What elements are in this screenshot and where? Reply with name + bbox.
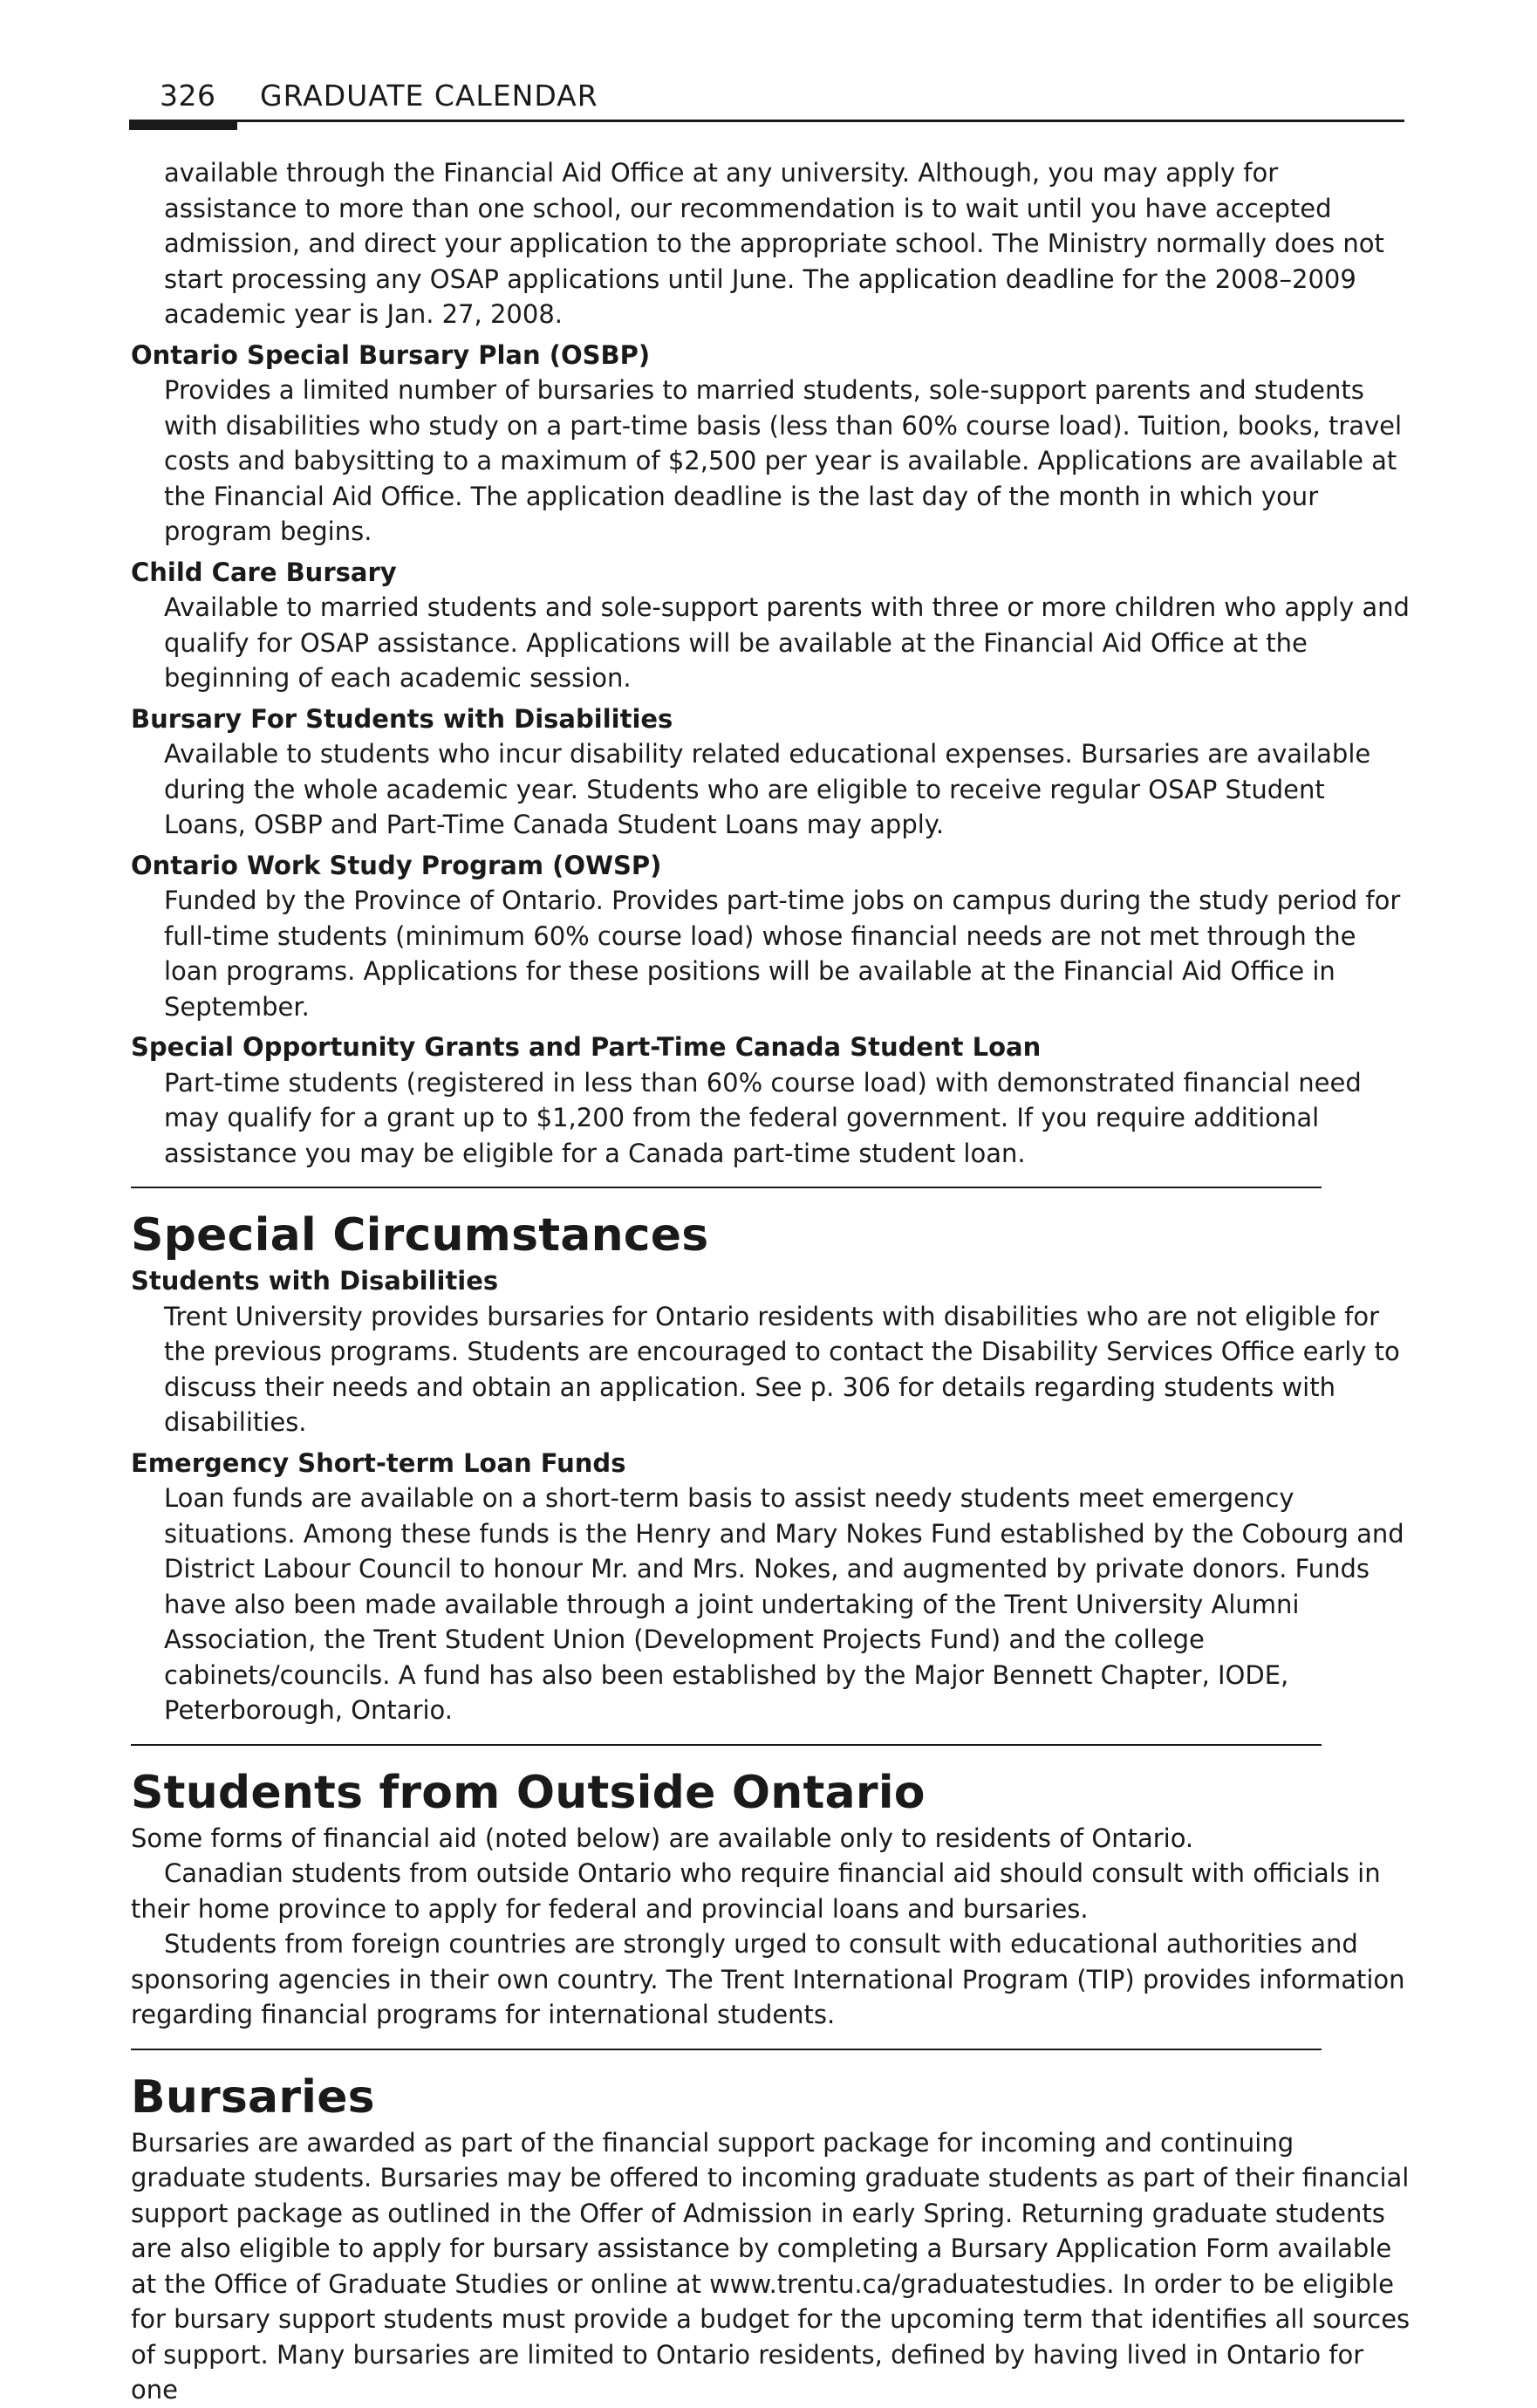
paragraph-outside-ontario-3: Students from foreign countries are strongly urged to consult with educational authorities and sponsoring agencies in their own country. The Trent International Program (TIP) provides information regarding financial programs for international students.	[131, 1929, 1405, 2029]
paragraph-bursaries: Bursaries are awarded as part of the financial support package for incoming and continuing graduate students. Bursaries may be offered to incoming graduate students as part of their financial support package as outlined in the Offer of Admission in early Spring. Returning graduate students are also eligible to apply for bursary assistance by completing a Bursary Application Form available at the Office of Graduate Studies or online at www.trentu.ca/graduatestudies. In order to be eligible for bursary support students must provide a budget for the upcoming term that identifies all sources of support. Many bursaries are limited to Ontario residents, defined by having lived in Ontario for one	[131, 2127, 1411, 2405]
subheading-disabilities-bursary: Bursary For Students with Disabilities	[131, 703, 673, 734]
subheading-students-with-disabilities: Students with Disabilities	[131, 1266, 499, 1296]
subheading-owsp: Ontario Work Study Program (OWSP)	[131, 850, 662, 880]
heading-special-circumstances: Special Circumstances	[131, 1209, 709, 1262]
paragraph-outside-ontario-2: Canadian students from outside Ontario who require financial aid should consult with officials in their home province to apply for federal and provincial loans and bursaries.	[131, 1858, 1381, 1924]
paragraph-emergency-loan-funds: Loan funds are available on a short-term basis to assist needy students meet emergency situations. Among these funds is the Henry and Mary Nokes Fund established by the Cobourg and District Labour Council to honour Mr. and Mrs. Nokes, and augmented by private donors. Funds have also been made available through a joint undertaking of the Trent University Alumni Association, the Trent Student Union (Development Projects Fund) and the college cabinets/councils. A fund has also been established by the Major Bennett Chapter, IODE, Peterborough, Ontario.	[164, 1483, 1404, 1725]
subheading-special-opportunity: Special Opportunity Grants and Part-Time Canada Student Loan	[131, 1032, 1042, 1062]
section-divider	[131, 1187, 1322, 1188]
subheading-child-care-bursary: Child Care Bursary	[131, 557, 397, 587]
intro-paragraph: available through the Financial Aid Office at any university. Although, you may apply for assistance to more than one school, our recommendation is to wait until you have accepted admission, and direct your application to the appropriate school. The Ministry normally does not start processing any OSAP applications until June. The application deadline for the 2008–2009 academic year is Jan. 27, 2008.	[164, 158, 1384, 329]
header-rule	[129, 120, 1404, 122]
subheading-emergency-loan-funds: Emergency Short-term Loan Funds	[131, 1447, 626, 1478]
paragraph-outside-ontario-1: Some forms of financial aid (noted below) are available only to residents of Ontario.	[131, 1823, 1194, 1853]
paragraph-owsp: Funded by the Province of Ontario. Provides part-time jobs on campus during the study period for full-time students (minimum 60% course load) whose financial needs are not met through the loan programs. Applications for these positions will be available at the Financial Aid Office in September.	[164, 886, 1401, 1022]
heading-outside-ontario: Students from Outside Ontario	[131, 1766, 926, 1819]
paragraph-disabilities-bursary: Available to students who incur disability related educational expenses. Bursaries are available during the whole academic year. Students who are eligible to receive regular OSAP Student Loans, OSBP and Part-Time Canada Student Loans may apply.	[164, 739, 1371, 839]
paragraph-osbp: Provides a limited number of bursaries to married students, sole-support parents and students with disabilities who study on a part-time basis (less than 60% course load). Tuition, books, travel costs and babysitting to a maximum of $2,500 per year is available. Applications are available at the Financial Aid Office. The application deadline is the last day of the month in which your program begins.	[164, 375, 1403, 546]
section-divider	[131, 1744, 1322, 1746]
paragraph-child-care-bursary: Available to married students and sole-support parents with three or more children who apply and qualify for OSAP assistance. Applications will be available at the Financial Aid Office at the beginning of each academic session.	[164, 592, 1410, 693]
page-number: 326	[160, 79, 216, 113]
page-body	[131, 155, 1413, 2408]
heading-bursaries: Bursaries	[131, 2070, 375, 2124]
header-rule-block	[129, 120, 237, 130]
section-divider	[131, 2049, 1322, 2050]
paragraph-students-with-disabilities: Trent University provides bursaries for Ontario residents with disabilities who are not eligible for the previous programs. Students are encouraged to contact the Disability Services Office early to discuss their needs and obtain an application. See p. 306 for details regarding students with disabilities.	[164, 1301, 1400, 1437]
paragraph-special-opportunity: Part-time students (registered in less than 60% course load) with demonstrated financial need may qualify for a grant up to $1,200 from the federal government. If you require additional assistance you may be eligible for a Canada part-time student loan.	[164, 1067, 1362, 1168]
subheading-osbp: Ontario Special Bursary Plan (OSBP)	[131, 339, 651, 370]
page-header	[129, 72, 1404, 127]
running-title: GRADUATE CALENDAR	[260, 79, 598, 113]
